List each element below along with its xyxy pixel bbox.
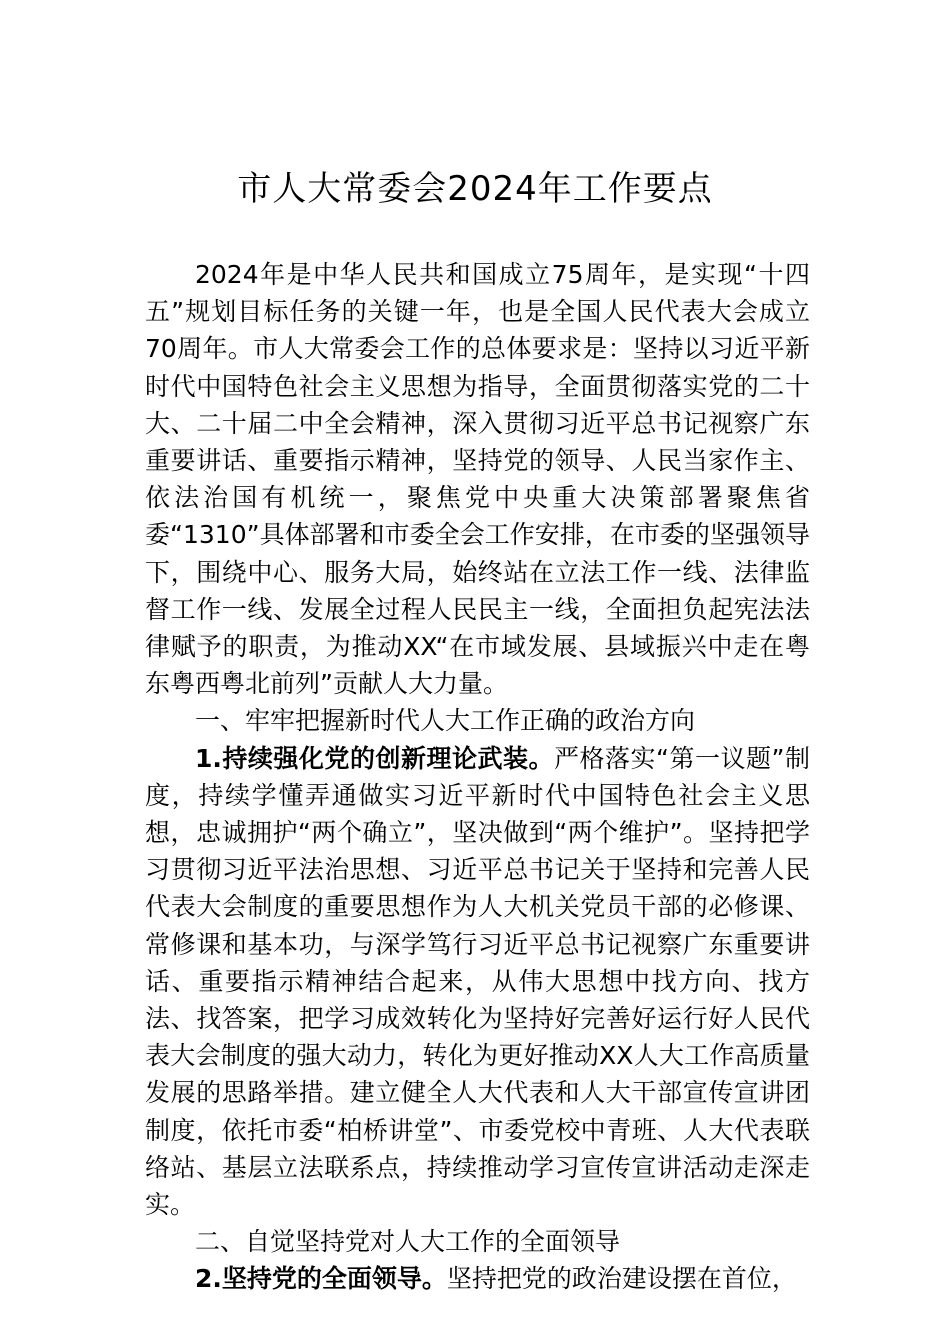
section-heading-1: 一、牢牢把握新时代人大工作正确的政治方向 bbox=[195, 706, 696, 736]
item-paragraph-1 bbox=[145, 740, 810, 1224]
section-heading-2: 二、自觉坚持党对人大工作的全面领导 bbox=[195, 1227, 621, 1257]
document-body bbox=[145, 256, 810, 1298]
item-body-2: 坚持把党的政治建设摆在首位， bbox=[446, 1264, 797, 1294]
item-body-1: 严格落实“第一议题”制度，持续学懂弄通做实习近平新时代中国特色社会主义思想，忠诚拥护“两个确立”，坚决做到“两个维护”。坚持把学习贯彻习近平法治思想、习近平总书记关于坚持和完善人民代表大会制度的重要思想作为人大机关党员干部的必修课、常修课和基本功，与深学笃行习近平总书记视察广东重要讲话、重要指示精神结合起来，从伟大思想中找方向、找方法、找答案，把学习成效转化为坚持好完善好运行好人民代表大会制度的强大动力，转化为更好推动XX人大工作高质量发展的思路举措。建立健全人大代表和人大干部宣传宣讲团制度，依托市委“柏桥讲堂”、市委党校中青班、人大代表联络站、基层立法联系点，持续推动学习宣传宣讲活动走深走实。 bbox=[145, 743, 810, 1220]
item-paragraph-2 bbox=[145, 1260, 810, 1297]
document-title: 市人大常委会2024年工作要点 bbox=[237, 169, 713, 209]
intro-paragraph: 2024年是中华人民共和国成立75周年，是实现“十四五”规划目标任务的关键一年，也是全国人民代表大会成立70周年。市人大常委会工作的总体要求是：坚持以习近平新时代中国特色社会主义思想为指导，全面贯彻落实党的二十大、二十届二中全会精神，深入贯彻习近平总书记视察广东重要讲话、重要指示精神，坚持党的领导、人民当家作主、依法治国有机统一，聚焦党中央重大决策部署聚焦省委“1310”具体部署和市委全会工作安排，在市委的坚强领导下，围绕中心、服务大局，始终站在立法工作一线、法律监督工作一线、发展全过程人民民主一线，全面担负起宪法法律赋予的职责，为推动XX“在市域发展、县域振兴中走在粤东粤西粤北前列”贡献人大力量。 bbox=[145, 260, 810, 699]
item-lead-2: 2.坚持党的全面领导。 bbox=[195, 1264, 447, 1294]
item-lead-1: 1.持续强化党的创新理论武装。 bbox=[195, 743, 555, 773]
